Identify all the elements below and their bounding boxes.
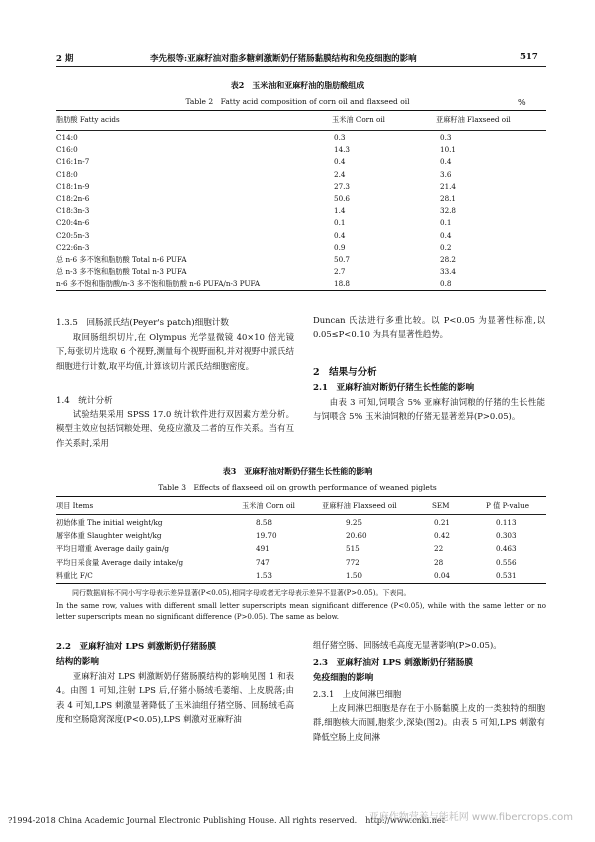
table3-cell-name: 初始体重 The initial weight/kg bbox=[56, 518, 163, 527]
section-2-3-1-text: 上皮间淋巴细胞是存在于小肠黏膜上皮的一类独特的细胞群,细胞核大而圆,胞浆少,深染(图2)。由表 5 可知,LPS 刺激有降低空肠上皮间淋 bbox=[313, 703, 545, 742]
table3-cell-sem: 28 bbox=[434, 557, 444, 567]
table2-row bbox=[56, 278, 546, 289]
table3-header-rule bbox=[56, 514, 546, 515]
table3-bottom-rule bbox=[56, 583, 546, 584]
table2-cell-flax: 21.4 bbox=[440, 181, 457, 191]
table2-cell-name: C16:1n-7 bbox=[56, 157, 90, 167]
table2-cell-corn: 0.4 bbox=[334, 230, 346, 240]
table2-cell-corn: 27.3 bbox=[334, 181, 351, 191]
table2-cell-corn: 1.4 bbox=[334, 206, 346, 216]
table2-caption-en: Table 2 Fatty acid composition of corn oil and flaxseed oil bbox=[185, 97, 410, 106]
table2-col-flax: 亚麻籽油 Flaxseed oil bbox=[436, 115, 511, 124]
table2-cell-name: C22:6n-3 bbox=[56, 242, 90, 252]
table3-row bbox=[56, 569, 546, 582]
table2-cell-corn: 0.9 bbox=[334, 242, 346, 252]
table2-header-row bbox=[56, 114, 546, 125]
section-2-2-title-line1: 2.2 亚麻籽油对 LPS 刺激断奶仔猪肠膜 bbox=[56, 642, 216, 652]
section-2-2-continued: 组仔猪空肠、回肠绒毛高度无显著影响(P>0.05)。 bbox=[313, 640, 502, 650]
table2-unit: % bbox=[518, 98, 526, 107]
section-2-2-text: 亚麻籽油对 LPS 刺激断奶仔猪肠膜结构的影响见图 1 和表 4。由图 1 可知,注射 LPS 后,仔猪小肠绒毛萎缩、上皮脱落;由表 4 可知,LPS 刺激显著降低了玉米油组仔猪空肠、回肠绒毛高度和空肠隐窝深度(P<0.05),LPS 刺激对亚麻籽油 bbox=[56, 671, 294, 725]
table3-cell-name: 料重比 F/C bbox=[56, 570, 93, 580]
table3-cell-p: 0.531 bbox=[496, 570, 517, 580]
section-2-1-text: 由表 3 可知,饲喂含 5% 亚麻籽油饲粮的仔猪的生长性能与饲喂含 5% 玉米油饲粮的仔猪无显著差异(P>0.05)。 bbox=[313, 397, 545, 422]
table2-cell-flax: 10.1 bbox=[440, 145, 457, 155]
table2-col-label: 脂肪酸 Fatty acids bbox=[56, 115, 120, 124]
table3-caption-en: Table 3 Effects of flaxseed oil on growth performance of weaned piglets bbox=[158, 483, 437, 492]
table3-cell-corn: 1.53 bbox=[256, 570, 273, 580]
table2-cell-flax: 28.1 bbox=[440, 194, 457, 203]
table2-cell-corn: 2.7 bbox=[334, 267, 346, 277]
table3-note-en: In the same row, values with different small letter superscripts mean significant difference (P<0.05), while with the same letter or no letter superscripts mean no significant difference (P>0.05). The same as below. bbox=[56, 602, 546, 621]
table3-cell-sem: 0.42 bbox=[434, 531, 451, 541]
table3-cell-flax: 1.50 bbox=[346, 570, 363, 580]
table2-cell-corn: 50.7 bbox=[334, 255, 351, 264]
section-2-3-title-line2: 免疫细胞的影响 bbox=[313, 673, 374, 683]
table2-cell-name: 总 n-3 多不饱和脂肪酸 Total n-3 PUFA bbox=[56, 267, 187, 277]
table2-cell-corn: 50.6 bbox=[334, 194, 351, 203]
table2-cell-corn: 2.4 bbox=[334, 169, 346, 179]
table2-cell-name: C20:4n-6 bbox=[56, 218, 90, 228]
table3-cell-corn: 491 bbox=[256, 544, 270, 554]
running-title: 李先根等:亚麻籽油对脂多糖刺激断奶仔猪肠黏膜结构和免疫细胞的影响 bbox=[150, 54, 417, 64]
watermark: 亚麻作物营养与能耗网 www.fibercrops.com bbox=[368, 812, 573, 823]
duncan-text: Duncan 氏法进行多重比较。以 P<0.05 为显著性标准,以 0.05≤P<0.10 为具有显著性趋势。 bbox=[313, 315, 545, 340]
table3-row bbox=[56, 542, 546, 555]
table2-cell-flax: 0.2 bbox=[440, 242, 452, 252]
table2-cell-name: C18:0 bbox=[56, 169, 78, 179]
table2-row bbox=[56, 266, 546, 277]
table2-row bbox=[56, 156, 546, 167]
table3-cell-name: 屠宰体重 Slaughter weight/kg bbox=[56, 531, 162, 541]
table2-row bbox=[56, 217, 546, 228]
table2-header-rule bbox=[56, 130, 546, 131]
table2-row bbox=[56, 144, 546, 155]
table2-row bbox=[56, 132, 546, 143]
table3-note-zh: 同行数据肩标不同小写字母表示差异显著(P<0.05),相同字母或者无字母表示差异不显著(P>0.05)。下表同。 bbox=[72, 589, 411, 597]
table3-cell-flax: 9.25 bbox=[346, 518, 363, 527]
table2-cell-flax: 0.1 bbox=[440, 218, 452, 228]
table2-cell-corn: 0.3 bbox=[334, 133, 346, 142]
section-1-3-5-text: 取回肠组织切片,在 Olympus 光学显微镜 40×10 倍光镜下,每张切片选取 6 个视野,测量每个视野面积,并对视野中派氏结细胞进行计数,取平均值,计算该切片派氏结细胞密度。 bbox=[56, 332, 294, 371]
table3-cell-p: 0.556 bbox=[496, 557, 517, 567]
table2-row bbox=[56, 242, 546, 253]
copyright-footer: ?1994-2018 China Academic Journal Electronic Publishing House. All rights reserved. http://www.cnki.net bbox=[8, 816, 445, 825]
table2-cell-name: C16:0 bbox=[56, 145, 78, 155]
page-section-label: 2 期 bbox=[56, 54, 74, 64]
table3-caption-zh: 表3 亚麻籽油对断奶仔猪生长性能的影响 bbox=[222, 466, 373, 476]
table2-top-rule bbox=[56, 110, 546, 111]
table2-cell-flax: 28.2 bbox=[440, 255, 457, 264]
table2-cell-corn: 0.1 bbox=[334, 218, 346, 228]
table2-row bbox=[56, 254, 546, 265]
table2-cell-name: C14:0 bbox=[56, 133, 78, 142]
table3-header-row bbox=[56, 499, 546, 512]
table3-col-p: P 值 P-value bbox=[486, 501, 529, 510]
table2-cell-flax: 33.4 bbox=[440, 267, 457, 277]
table2-cell-flax: 0.8 bbox=[440, 279, 452, 289]
table2-cell-flax: 32.8 bbox=[440, 206, 457, 216]
table3-cell-name: 平均日采食量 Average daily intake/g bbox=[56, 557, 184, 567]
section-2-3-title-line1: 2.3 亚麻籽油对 LPS 刺激断奶仔猪肠膜 bbox=[313, 658, 473, 668]
page-number: 517 bbox=[520, 52, 538, 62]
table2-row bbox=[56, 181, 546, 192]
table3-row bbox=[56, 556, 546, 569]
table2-bottom-rule bbox=[56, 290, 546, 291]
table3-cell-corn: 747 bbox=[256, 557, 270, 567]
table3-col-sem: SEM bbox=[432, 501, 450, 510]
section-2-1-title: 2.1 亚麻籽油对断奶仔猪生长性能的影响 bbox=[313, 383, 475, 393]
table3-top-rule bbox=[56, 496, 546, 497]
table2-cell-corn: 18.8 bbox=[334, 279, 351, 289]
section-2-2-title-line2: 结构的影响 bbox=[56, 657, 99, 667]
table2-cell-name: C18:1n-9 bbox=[56, 181, 90, 191]
table2-cell-corn: 0.4 bbox=[334, 157, 346, 167]
table3-col-corn: 玉米油 Corn oil bbox=[242, 501, 295, 510]
table3-cell-p: 0.463 bbox=[496, 544, 517, 554]
table3-row bbox=[56, 529, 546, 542]
section-2-3-1-title: 2.3.1 上皮间淋巴细胞 bbox=[313, 689, 402, 699]
table2-row bbox=[56, 230, 546, 241]
table2-cell-name: C18:3n-3 bbox=[56, 206, 90, 216]
header-rule bbox=[56, 66, 546, 67]
table3-cell-flax: 772 bbox=[346, 557, 360, 567]
table3-row bbox=[56, 516, 546, 529]
table3-cell-name: 平均日增重 Average daily gain/g bbox=[56, 544, 169, 554]
table2-caption-zh: 表2 玉米油和亚麻籽油的脂肪酸组成 bbox=[230, 80, 365, 90]
table3-cell-corn: 19.70 bbox=[256, 531, 277, 541]
table2-col-corn: 玉米油 Corn oil bbox=[332, 115, 385, 124]
table2-row bbox=[56, 169, 546, 180]
table2-row bbox=[56, 193, 546, 204]
section-1-4-text: 试验结果采用 SPSS 17.0 统计软件进行双因素方差分析。模型主效应包括饲粮处理、免疫应激及二者的互作关系。当有互作关系时,采用 bbox=[56, 409, 294, 448]
table2-row bbox=[56, 205, 546, 216]
table3-cell-sem: 0.04 bbox=[434, 570, 451, 580]
table3-cell-p: 0.113 bbox=[496, 518, 517, 527]
section-1-4-title: 1.4 统计分析 bbox=[56, 396, 113, 406]
table3-cell-flax: 515 bbox=[346, 544, 360, 554]
table3-cell-corn: 8.58 bbox=[256, 518, 273, 527]
table2-cell-flax: 0.4 bbox=[440, 230, 452, 240]
table2-cell-flax: 3.6 bbox=[440, 169, 452, 179]
table2-cell-name: C18:2n-6 bbox=[56, 194, 90, 203]
table3-cell-sem: 0.21 bbox=[434, 518, 451, 527]
section-1-3-5-title: 1.3.5 回肠派氏结(Peyer's patch)细胞计数 bbox=[56, 318, 229, 328]
table2-cell-flax: 0.3 bbox=[440, 133, 452, 142]
table3-cell-flax: 20.60 bbox=[346, 531, 367, 541]
table3-col-item: 项目 Items bbox=[56, 501, 94, 510]
table3-cell-p: 0.303 bbox=[496, 531, 517, 541]
table3-col-flax: 亚麻籽油 Flaxseed oil bbox=[322, 501, 397, 510]
table2-cell-name: 总 n-6 多不饱和脂肪酸 Total n-6 PUFA bbox=[56, 255, 187, 264]
section-2-title: 2 结果与分析 bbox=[313, 367, 377, 378]
table2-cell-flax: 0.4 bbox=[440, 157, 452, 167]
table3-cell-sem: 22 bbox=[434, 544, 444, 554]
table2-cell-name: C20:5n-3 bbox=[56, 230, 90, 240]
table2-cell-name: n-6 多不饱和脂肪酸/n-3 多不饱和脂肪酸 n-6 PUFA/n-3 PUFA bbox=[56, 279, 261, 289]
table2-cell-corn: 14.3 bbox=[334, 145, 351, 155]
